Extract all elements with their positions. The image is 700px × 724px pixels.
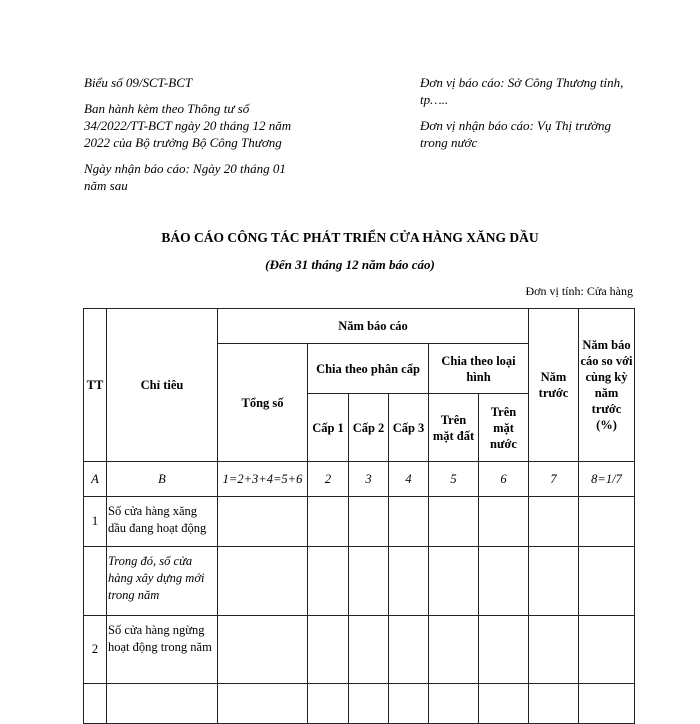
- header-tren-mat-nuoc: Trên mặt nước: [479, 394, 529, 462]
- index-cell: 2: [308, 462, 349, 497]
- index-cell: 5: [429, 462, 479, 497]
- form-code: Biểu số 09/SCT-BCT: [84, 75, 193, 90]
- report-subtitle: (Đến 31 tháng 12 năm báo cáo): [265, 257, 435, 272]
- table-row: [84, 616, 635, 684]
- header-right: [420, 74, 635, 160]
- index-cell: 1=2+3+4=5+6: [218, 462, 308, 497]
- table-row: [84, 497, 635, 547]
- index-row: [84, 462, 635, 497]
- row-label: Số cửa hàng xăng dầu đang hoạt động: [107, 497, 218, 547]
- header-tong-so: Tổng số: [218, 344, 308, 462]
- header-chi-tieu: Chỉ tiêu: [107, 309, 218, 462]
- index-cell: 3: [349, 462, 389, 497]
- row-label: [107, 684, 218, 724]
- receiving-unit-text: Đơn vị nhận báo cáo: Vụ Thị trường trong nước: [420, 118, 612, 150]
- index-cell: A: [84, 462, 107, 497]
- header-left: [84, 74, 306, 203]
- row-tt: [84, 684, 107, 724]
- header-chia-loai-hinh: Chia theo loại hình: [429, 344, 529, 394]
- index-cell: 7: [529, 462, 579, 497]
- row-tt: 2: [84, 616, 107, 684]
- table-row: [84, 547, 635, 616]
- report-table: [83, 308, 635, 724]
- header-tt: TT: [84, 309, 107, 462]
- index-cell: 4: [389, 462, 429, 497]
- header-chia-phan-cap: Chia theo phân cấp: [308, 344, 429, 394]
- row-tt: 1: [84, 497, 107, 547]
- header-cap-2: Cấp 2: [349, 394, 389, 462]
- header-cap-1: Cấp 1: [308, 394, 349, 462]
- header-tren-mat-dat: Trên mặt đất: [429, 394, 479, 462]
- index-cell: 8=1/7: [579, 462, 635, 497]
- receive-date-text: Ngày nhận báo cáo: Ngày 20 tháng 01 năm sau: [84, 161, 286, 193]
- row-tt: [84, 547, 107, 616]
- issued-with-text: Ban hành kèm theo Thông tư số 34/2022/TT-BCT ngày 20 tháng 12 năm 2022 của Bộ trưởng Bộ Công Thương: [84, 101, 292, 150]
- row-label: Trong đó, số cửa hàng xây dựng mới trong năm: [107, 547, 218, 616]
- header-nam-truoc: Năm trước: [529, 309, 579, 462]
- table-row: [84, 684, 635, 724]
- report-title: BÁO CÁO CÔNG TÁC PHÁT TRIỂN CỬA HÀNG XĂNG DẦU: [161, 230, 539, 245]
- unit-text: Đơn vị tính: Cửa hàng: [525, 284, 633, 298]
- header-nam-bao-cao: Năm báo cáo: [218, 309, 529, 344]
- row-label: Số cửa hàng ngừng hoạt động trong năm: [107, 616, 218, 684]
- header-cap-3: Cấp 3: [389, 394, 429, 462]
- header-so-sanh: Năm báo cáo so với cùng kỳ năm trước (%): [579, 309, 635, 462]
- index-cell: 6: [479, 462, 529, 497]
- index-cell: B: [107, 462, 218, 497]
- reporting-unit-text: Đơn vị báo cáo: Sở Công Thương tỉnh, tp…..: [420, 75, 624, 107]
